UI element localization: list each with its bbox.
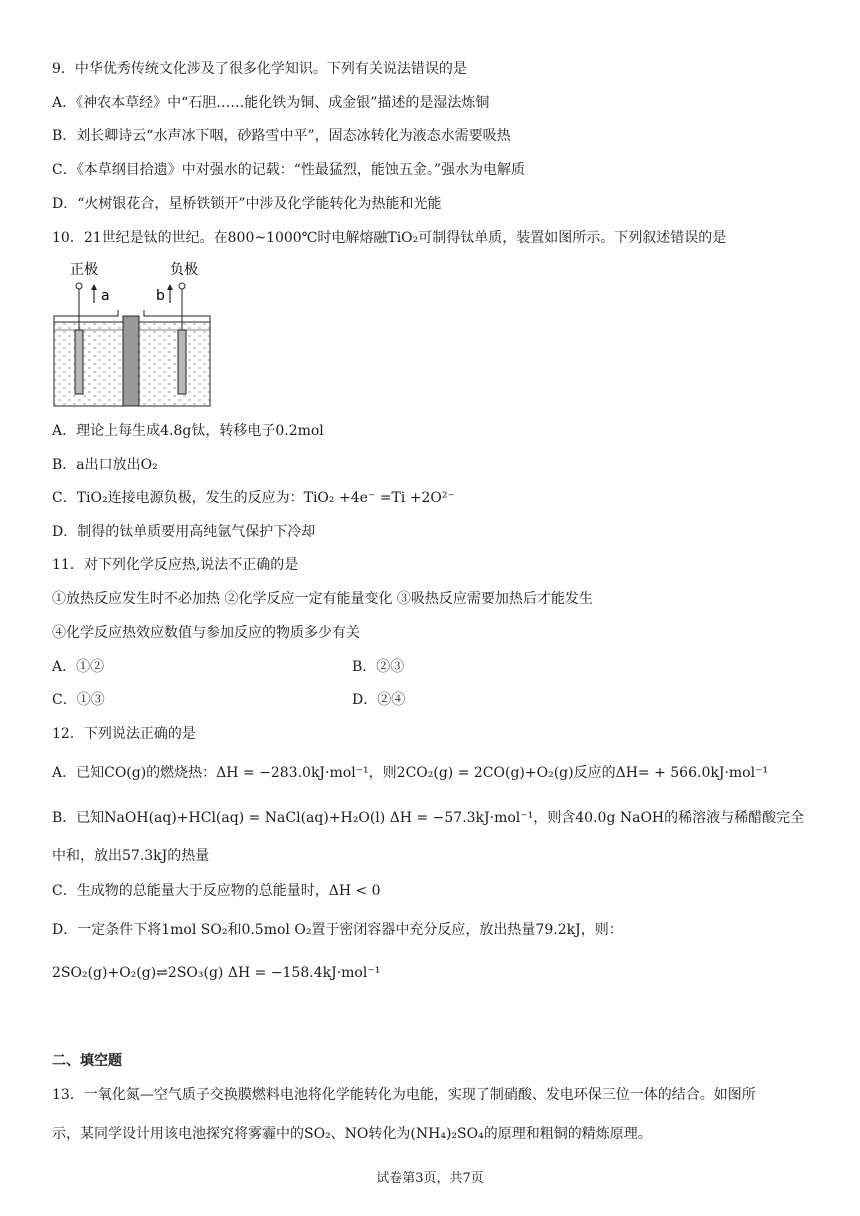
- anode-label: 正极: [70, 262, 98, 278]
- q12-option-d-line2: 2SO₂(g)+O₂(g)⇌2SO₃(g) ΔH = −158.4kJ·mol⁻¹: [52, 965, 381, 981]
- q10-option-b: B．a出口放出O₂: [52, 457, 158, 473]
- section-heading: 二、填空题: [52, 1053, 122, 1069]
- q11-option-a: A．①②: [52, 659, 105, 675]
- outlet-b-label: b: [156, 288, 165, 304]
- cathode-terminal-icon: [179, 283, 185, 289]
- separator-wall: [123, 316, 139, 406]
- q11-statements-2: ④化学反应热效应数值与参加反应的物质多少有关: [52, 625, 360, 641]
- q13-line1: 13．一氧化氮—空气质子交换膜燃料电池将化学能转化为电能，实现了制硝酸、发电环保三位一体的结合。如图所: [52, 1087, 756, 1103]
- q9-option-c: C．《本草纲目拾遗》中对强水的记载：“性最猛烈，能蚀五金。”强水为电解质: [52, 162, 526, 178]
- anode-terminal-icon: [76, 283, 82, 289]
- page-footer: 试卷第3页，共7页: [376, 1171, 484, 1186]
- outlet-a-label: a: [101, 288, 110, 304]
- q13-line2: 示，某同学设计用该电池探究将雾霾中的SO₂、NO转化为(NH₄)₂SO₄的原理和粗铜的精炼原理。: [52, 1126, 652, 1142]
- anode-electrode: [75, 330, 83, 394]
- q11-option-d: D．②④: [352, 692, 406, 708]
- q10-option-a: A．理论上每生成4.8g钛，转移电子0.2mol: [52, 423, 324, 439]
- q12-stem: 12．下列说法正确的是: [52, 726, 196, 742]
- q12-option-b-line1: B．已知NaOH(aq)+HCl(aq) = NaCl(aq)+H₂O(l) ΔH = −57.3kJ·mol⁻¹，则含40.0g NaOH的稀溶液与稀醋酸完全: [52, 810, 805, 826]
- q12-option-a: A．已知CO(g)的燃烧热：ΔH = −283.0kJ·mol⁻¹，则2CO₂(g) = 2CO(g)+O₂(g)反应的ΔH= + 566.0kJ·mol⁻¹: [52, 765, 769, 781]
- q9-option-b: B．刘长卿诗云“水声冰下咽，砂路雪中平”，固态冰转化为液态水需要吸热: [52, 128, 511, 144]
- q12-option-d-line1: D．一定条件下将1mol SO₂和0.5mol O₂置于密闭容器中充分反应，放出热量79.2kJ，则：: [52, 922, 623, 938]
- q10-stem: 10．21世纪是钛的世纪。在800~1000℃时电解熔融TiO₂可制得钛单质，装置如图所示。下列叙述错误的是: [52, 230, 727, 246]
- q9-option-a: A．《神农本草经》中“石胆……能化铁为铜、成金银”描述的是湿法炼铜: [52, 95, 490, 111]
- q10-option-d: D．制得的钛单质要用高纯氩气保护下冷却: [52, 524, 316, 540]
- cathode-label: 负极: [170, 262, 198, 278]
- q12-option-c: C．生成物的总能量大于反应物的总能量时，ΔH < 0: [52, 883, 381, 899]
- q9-option-d: D．“火树银花合，星桥铁锁开”中涉及化学能转化为热能和光能: [52, 196, 442, 212]
- q10-option-c: C．TiO₂连接电源负极，发生的反应为：TiO₂ +4e⁻ =Ti +2O²⁻: [52, 490, 455, 506]
- q11-option-b: B．②③: [352, 659, 405, 675]
- q11-stem: 11．对下列化学反应热,说法不正确的是: [52, 557, 299, 573]
- electrolysis-apparatus-diagram: [52, 258, 222, 410]
- q12-option-b-line2: 中和，放出57.3kJ的热量: [52, 848, 210, 864]
- q9-stem: 9．中华优秀传统文化涉及了很多化学知识。下列有关说法错误的是: [52, 61, 467, 77]
- cathode-electrode: [178, 330, 186, 394]
- q11-statements-1: ①放热反应发生时不必加热 ②化学反应一定有能量变化 ③吸热反应需要加热后才能发生: [52, 591, 593, 607]
- q11-option-c: C．①③: [52, 692, 105, 708]
